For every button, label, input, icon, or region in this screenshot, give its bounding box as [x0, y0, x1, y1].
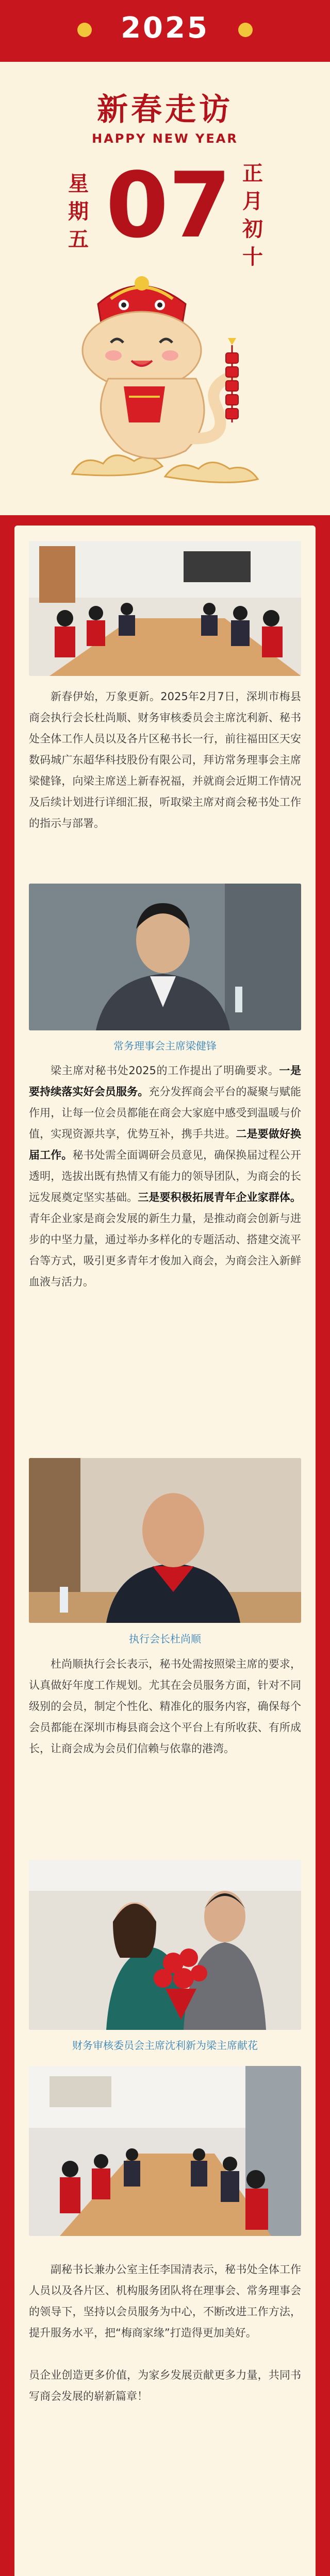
requirement-1-heading: 一是要持续落实好会员服务。 — [29, 1064, 302, 1098]
lunar-char: 十 — [242, 245, 263, 269]
header-banner — [0, 0, 330, 515]
snake-mascot-illustration — [62, 268, 268, 495]
portrait-photo-du — [29, 1458, 301, 1623]
requirement-2-body: 秘书处需全面调研会员意见，确保换届过程公开透明，选拔出既有热情又有能力的领导团队，为商会的长远发展奠定坚实基础。 — [29, 1149, 301, 1204]
caption-flowers: 财务审核委员会主席沈利新为梁主席献花 — [72, 2039, 258, 2052]
caption-du: 执行会长杜尚顺 — [129, 1633, 201, 1645]
requirements-lead: 梁主席对秘书处2025的工作提出了明确要求。 — [51, 1064, 279, 1077]
year-label: 2025 — [121, 11, 209, 45]
caption-liang: 常务理事会主席梁健锋 — [113, 1040, 217, 1052]
top-red-bar — [0, 0, 330, 62]
paragraph-closing: 员企业创造更多价值，为家乡发展贡献更多力量，共同书写商会发展的崭新篇章！ — [29, 2369, 301, 2402]
requirement-1-body: 充分发挥商会平台的凝聚与赋能作用，让每一位会员都能在商会大家庭中感受到温暖与价值，实现资源共享，优势互补，携手共进。 — [29, 1086, 301, 1140]
weekday-char: 期 — [68, 200, 89, 224]
gold-dot-right — [238, 23, 253, 37]
requirement-3-body: 青年企业家是商会发展的新生力量，是推动商会创新与进步的中坚力量，通过举办多样化的专题活动、搭建交流平台等方式，吸引更多青年才俊加入商会，为商会注入新鲜血液与活力。 — [29, 1212, 301, 1288]
card-bottom-decoration — [14, 2432, 316, 2576]
paragraph-du-remarks: 杜尚顺执行会长表示，秘书处需按照梁主席的要求，认真做好年度工作规划。尤其在会员服务方面，针对不同级别的会员，制定个性化、精准化的服务内容，确保每个会员都能在深圳市梅县商会这个平台上有所收获、有所成长，让商会成为会员们信赖与依靠的港湾。 — [29, 1658, 301, 1755]
paragraph-intro: 新春伊始，万象更新。2025年2月7日，深圳市梅县商会执行会长杜尚顺、财务审核委员会主席沈利新、秘书处全体工作人员以及各片区秘书长一行，前往福田区天安数码城广东超华科技股份有限公司，拜访常务理事会主席梁健锋，向梁主席送上新春祝福，并就商会近期工作情况及后续计划进行详细汇报，听取梁主席对商会秘书处工作的指示与部署。 — [29, 690, 301, 829]
title-chinese: 新春走访 — [97, 92, 233, 128]
meeting-photo-2 — [29, 2066, 301, 2236]
weekday-char: 星 — [68, 172, 89, 196]
paragraph-requirements — [29, 1060, 301, 1293]
article-card — [14, 526, 316, 2576]
lunar-char: 月 — [242, 190, 263, 213]
portrait-photo-liang — [29, 884, 301, 1030]
meeting-photo-1 — [29, 541, 301, 676]
paragraph-li-remarks: 副秘书长兼办公室主任李国清表示，秘书处全体工作人员以及各片区、机构服务团队将在理事会、常务理事会的领导下，坚持以会员服务为中心，不断改进工作方法，提升服务水平，把“梅商家缘”打造得更加美好。 — [29, 2263, 301, 2339]
flower-presentation-photo — [29, 1860, 301, 2030]
firecracker-icon — [226, 353, 238, 419]
cloud-icon — [72, 455, 258, 483]
weekday-char: 五 — [68, 228, 89, 251]
title-english: HAPPY NEW YEAR — [92, 131, 238, 146]
day-number: 07 — [106, 154, 232, 258]
lunar-date-vertical — [241, 160, 264, 271]
lunar-char: 正 — [242, 162, 263, 185]
requirement-2-heading: 二是要做好换届工作。 — [29, 1128, 301, 1161]
requirement-3-heading: 三是要积极拓展青年企业家群体。 — [138, 1191, 301, 1204]
weekday-vertical — [67, 170, 90, 253]
lunar-char: 初 — [242, 217, 263, 241]
